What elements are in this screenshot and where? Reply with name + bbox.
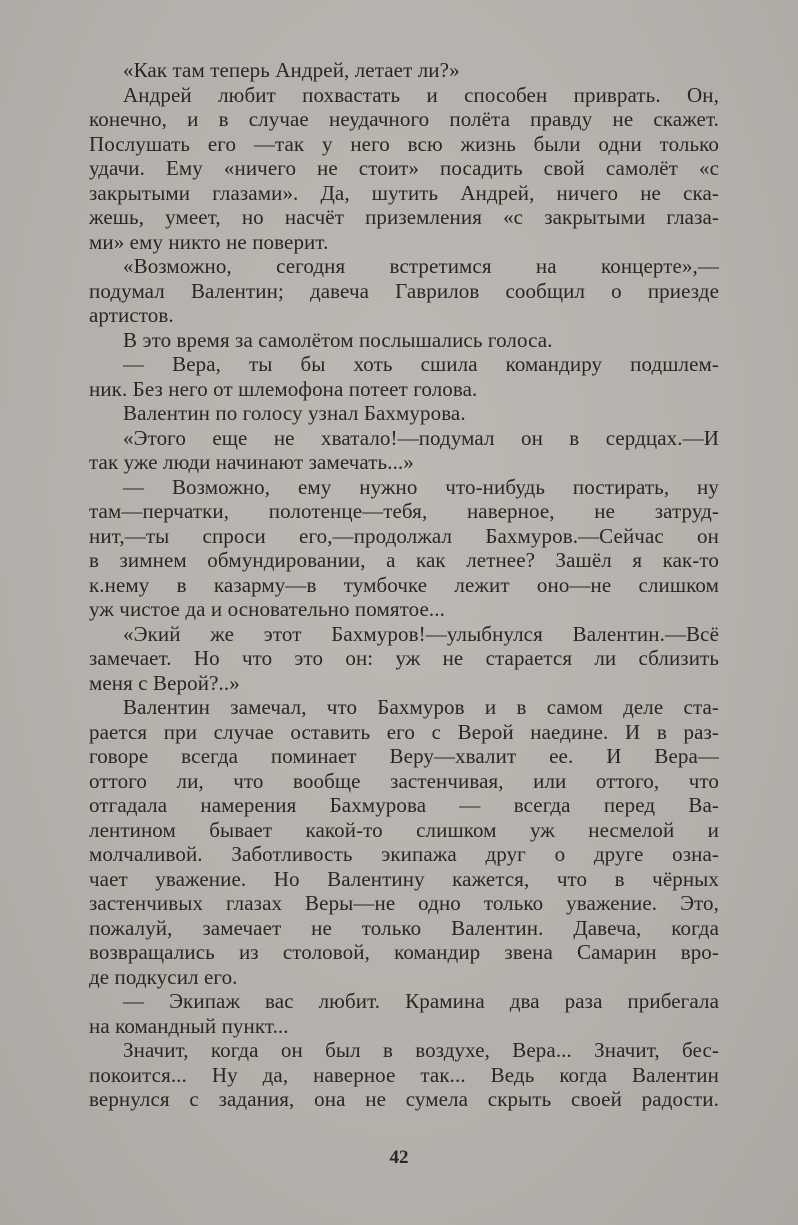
text-line: возвращались из столовой, командир звена Самарин вро- (89, 940, 719, 964)
text-line: Валентин замечал, что Бахмуров и в самом деле ста- (123, 695, 719, 719)
text-line: конечно, и в случае неудачного полёта правду не скажет. (89, 107, 719, 131)
text-line: замечает. Но что это он: уж не старается ли сблизить (89, 646, 719, 670)
text-line: де подкусил его. (89, 964, 238, 989)
text-line: нит,—ты спроси его,—продолжал Бахмуров.—Сейчас он (89, 523, 719, 548)
text-line: покоится... Ну да, наверное так... Ведь когда Валентин (89, 1062, 719, 1087)
text-line: рается при случае оставить его с Верой наедине. И в раз- (89, 719, 719, 744)
text-line: пожалуй, замечает не только Валентин. Давеча, когда (89, 915, 719, 940)
text-line: застенчивых глазах Веры—не одно только уважение. Это, (89, 891, 719, 915)
text-line: подумал Валентин; давеча Гаврилов сообщил о приезде (89, 278, 719, 303)
text-line: там—перчатки, полотенце—тебя, наверное, не затруд- (89, 499, 719, 523)
text-line: Валентин по голосу узнал Бахмурова. (123, 401, 466, 425)
text-line: Андрей любит похвастать и способен приврать. Он, (123, 82, 719, 107)
text-line: оттого ли, что вообще застенчивая, или оттого, что (89, 768, 719, 793)
text-line: Послушать его —так у него всю жизнь были одни только (89, 131, 719, 156)
text-line: — Экипаж вас любит. Крамина два раза прибегала (123, 989, 719, 1013)
text-line: так уже люди начинают замечать...» (89, 450, 414, 474)
body-text (89, 58, 719, 1112)
text-line: чает уважение. Но Валентину кажется, что в чёрных (89, 866, 719, 891)
text-line: закрытыми глазами». Да, шутить Андрей, ничего не ска- (89, 180, 719, 205)
text-line: — Вера, ты бы хоть сшила командиру подшлем- (123, 352, 719, 376)
text-line: «Как там теперь Андрей, летает ли?» (123, 58, 460, 82)
text-line: В это время за самолётом послышались голоса. (123, 327, 553, 352)
text-line: — Возможно, ему нужно что-нибудь постирать, ну (123, 474, 719, 499)
text-line: «Этого еще не хватало!—подумал он в сердцах.—И (123, 425, 719, 450)
text-line: к.нему в казарму—в тумбочке лежит оно—не слишком (89, 572, 719, 597)
text-line: уж чистое да и основательно помятое... (89, 597, 445, 621)
text-line: говоре всегда поминает Веру—хвалит ее. И Вера— (89, 744, 719, 768)
text-line: Значит, когда он был в воздухе, Вера... Значит, бес- (123, 1038, 719, 1062)
text-line: ми» ему никто не поверит. (89, 229, 329, 254)
text-line: «Возможно, сегодня встретимся на концерте»,— (123, 254, 719, 278)
text-line: «Экий же этот Бахмуров!—улыбнулся Валентин.—Всё (123, 621, 719, 646)
page-number: 42 (389, 1147, 409, 1168)
text-line: жешь, умеет, но насчёт приземления «с закрытыми глаза- (89, 205, 719, 229)
text-line: удачи. Ему «ничего не стоит» посадить свой самолёт «с (89, 156, 719, 180)
text-line: отгадала намерения Бахмурова — всегда перед Ва- (89, 793, 719, 817)
text-line: меня с Верой?..» (89, 670, 240, 695)
text-line: молчаливой. Заботливость экипажа друг о друге озна- (89, 842, 719, 866)
text-line: на командный пункт... (89, 1013, 289, 1038)
text-line: ник. Без него от шлемофона потеет голова. (89, 376, 478, 401)
text-line: артистов. (89, 303, 174, 327)
text-line: в зимнем обмундировании, а как летнее? Зашёл я как-то (89, 548, 719, 572)
text-line: вернулся с задания, она не сумела скрыть своей радости. (89, 1087, 719, 1111)
text-line: лентином бывает какой-то слишком уж несмелой и (89, 817, 719, 842)
